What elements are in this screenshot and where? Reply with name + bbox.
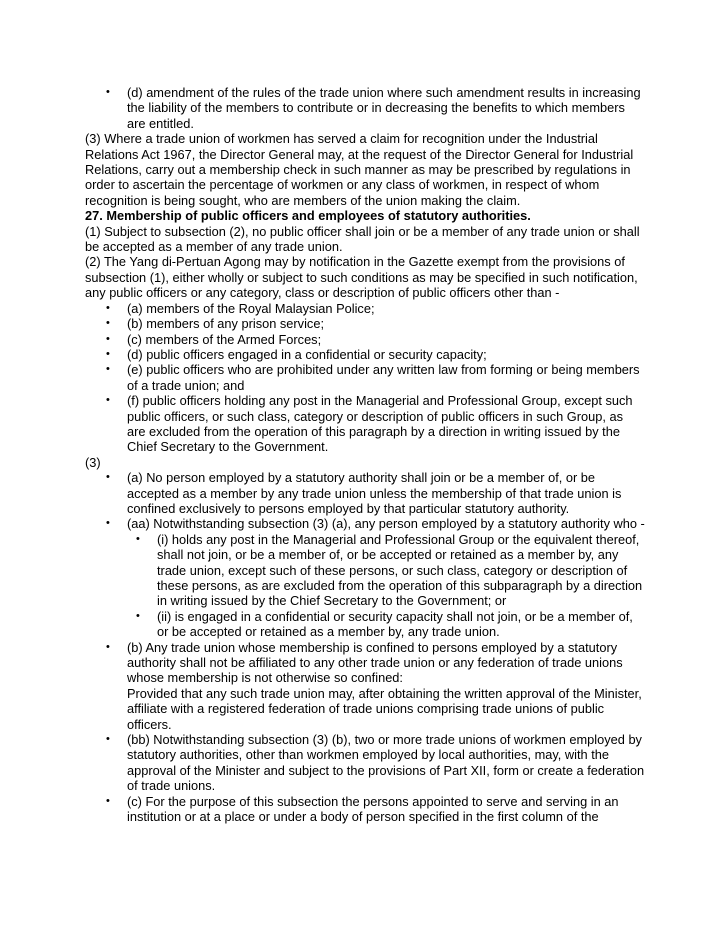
subsection-3-list	[85, 470, 645, 824]
item-text: (b) members of any prison service;	[127, 316, 324, 332]
subsection-2-list	[85, 301, 645, 455]
item-text: (c) members of the Armed Forces;	[127, 331, 322, 347]
list-item	[85, 362, 645, 393]
top-bullet-list	[85, 85, 645, 131]
bullet-icon: •	[106, 394, 110, 407]
list-item	[85, 332, 645, 347]
subsection-3-label: (3)	[85, 454, 101, 470]
list-item	[85, 640, 645, 732]
bullet-icon: •	[136, 609, 140, 622]
item-text: (f) public officers holding any post in the Managerial and Professional Group, except such public officers, or such class, category or description of public officers in such Group, as are excluded from the operation of this paragraph by a direction in writing issued by the Chief Secretary to the Government.	[127, 393, 633, 455]
document-page	[85, 85, 645, 825]
item-text: (d) amendment of the rules of the trade union where such amendment results in increasing the liability of the members to contribute or in decreasing the benefits to which members are entitled.	[127, 85, 641, 131]
list-item	[85, 470, 645, 516]
bullet-icon: •	[106, 363, 110, 376]
item-text: (d) public officers engaged in a confidential or security capacity;	[127, 346, 487, 362]
item-text: (bb) Notwithstanding subsection (3) (b), two or more trade unions of workmen employed by statutory authorities, other than workmen employed by local authorities, may, with the approval of the Minister and subject to the provisions of Part XII, form or create a federation of trade unions.	[127, 732, 645, 794]
list-item	[85, 393, 645, 455]
section-heading: 27. Membership of public officers and employees of statutory authorities.	[85, 208, 531, 224]
nested-list-item	[127, 609, 645, 640]
list-item	[85, 794, 645, 825]
bullet-icon: •	[106, 471, 110, 484]
item-text: (ii) is engaged in a confidential or security capacity shall not join, or be a member of, or be accepted or retained as a member by, any trade union.	[157, 608, 633, 640]
paragraph-membership-check: (3) Where a trade union of workmen has served a claim for recognition under the Industrial Relations Act 1967, the Director General may, at the request of the Director General for Industrial Relations, carry out a membership check in such manner as may be prescribed by regulations in order to ascertain the percentage of workmen or any class of workmen, in respect of whom recognition is being sought, who are members of the union making the claim.	[85, 131, 634, 208]
proviso-text: Provided that any such trade union may, after obtaining the written approval of the Minister, affiliate with a registered federation of trade unions comprising trade unions of public officers.	[127, 685, 642, 732]
bullet-icon: •	[106, 733, 110, 746]
item-text: (b) Any trade union whose membership is confined to persons employed by a statutory authority shall not be affiliated to any other trade union or any federation of trade unions whose membership is not otherwise so confined:	[127, 639, 623, 686]
nested-list	[127, 532, 645, 640]
bullet-icon: •	[106, 301, 110, 314]
item-text: (aa) Notwithstanding subsection (3) (a), any person employed by a statutory authority who -	[127, 516, 645, 532]
bullet-icon: •	[106, 317, 110, 330]
item-text: (a) No person employed by a statutory authority shall join or be a member of, or be accepted as a member by any trade union unless the membership of that trade union is confined exclusively to persons employed by that particular statutory authority.	[127, 470, 622, 516]
bullet-icon: •	[106, 794, 110, 807]
item-text: (a) members of the Royal Malaysian Police;	[127, 300, 375, 316]
bullet-icon: •	[106, 640, 110, 653]
bullet-icon: •	[106, 517, 110, 530]
list-item	[85, 347, 645, 362]
item-text: (c) For the purpose of this subsection the persons appointed to serve and serving in an institution or at a place or under a body of person specified in the first column of the	[127, 793, 619, 825]
list-item	[85, 516, 645, 639]
list-item	[85, 301, 645, 316]
list-item	[85, 732, 645, 794]
subsection-1: (1) Subject to subsection (2), no public officer shall join or be a member of any trade union or shall be accepted as a member of any trade union.	[85, 223, 640, 255]
bullet-icon: •	[106, 86, 110, 98]
bullet-icon: •	[106, 332, 110, 345]
item-text: (e) public officers who are prohibited under any written law from forming or being members of a trade union; and	[127, 362, 640, 393]
subsection-2-intro: (2) The Yang di-Pertuan Agong may by notification in the Gazette exempt from the provisions of subsection (1), either wholly or subject to such conditions as may be specified in such notification, any public officers or any category, class or description of public officers other than -	[85, 254, 638, 301]
item-text: (i) holds any post in the Managerial and Professional Group or the equivalent thereof, shall not join, or be a member of, or be accepted or retained as a member by, any trade union, except such of these persons, or such class, category or description of these persons, as are excluded from the operation of this subparagraph by a direction in writing issued by the Chief Secretary to the Government; or	[157, 531, 643, 609]
nested-list-item	[127, 532, 645, 609]
list-item	[85, 316, 645, 331]
bullet-icon: •	[106, 347, 110, 360]
list-item	[85, 85, 645, 131]
bullet-icon: •	[136, 532, 140, 545]
